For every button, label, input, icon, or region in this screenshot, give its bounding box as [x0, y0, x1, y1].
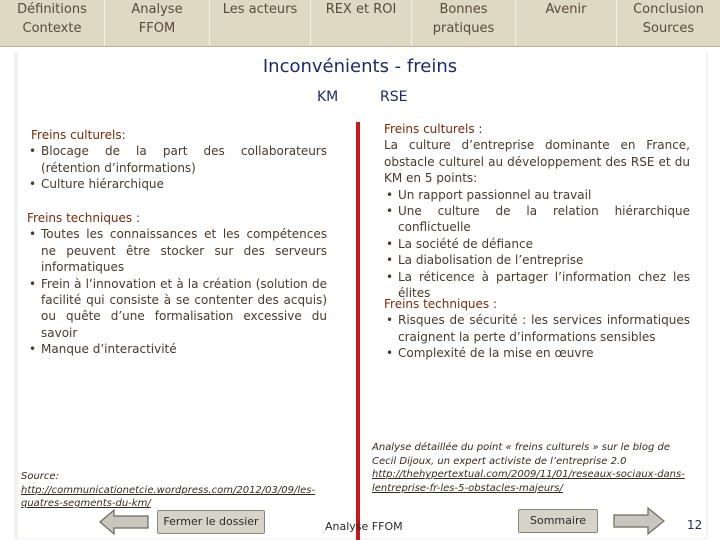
column-divider — [356, 122, 360, 540]
tab-label: Définitions — [17, 2, 87, 17]
km-cultural-section — [27, 127, 327, 193]
column-header-km: KM — [317, 89, 339, 105]
tab-definitions-contexte[interactable] — [0, 0, 104, 46]
list-item: • Risques de sécurité : les services informatiques craignent la perte d’informations sensibles — [384, 312, 690, 345]
tab-label: pratiques — [432, 21, 495, 36]
list-item: • Frein à l’innovation et à la création (solution de facilité qui consiste à se contenter des acquis) ou quête d’une formalisation excessive du savoir — [27, 276, 327, 342]
rse-cultural-intro: La culture d’entreprise dominante en France, obstacle culturel au développement des RSE et du KM en 5 points: — [384, 138, 690, 186]
list-item: • Complexité de la mise en œuvre — [384, 345, 690, 361]
rse-technical-header: Freins techniques : — [384, 297, 498, 311]
list-item: • Toutes les connaissances et les compétences ne peuvent être stocker sur des serveurs informatiques — [27, 226, 327, 275]
section-label: Analyse FFOM — [325, 520, 403, 533]
list-item: • Blocage de la part des collaborateurs (rétention d’informations) — [27, 143, 327, 176]
tab-label: Analyse — [131, 2, 183, 17]
tab-analyse-ffom[interactable] — [105, 0, 209, 46]
tab-avenir[interactable] — [516, 0, 616, 46]
tab-label: Contexte — [22, 21, 82, 36]
top-nav — [0, 0, 720, 47]
tab-label: Les acteurs — [222, 2, 298, 17]
forward-arrow-icon[interactable] — [612, 506, 666, 536]
tab-label: Conclusion — [633, 2, 704, 17]
list-item: • La diabolisation de l’entreprise — [384, 252, 690, 268]
tab-conclusion-sources[interactable] — [617, 0, 720, 46]
tab-label: FFOM — [138, 21, 176, 36]
km-technical-header: Freins techniques : — [27, 211, 141, 225]
list-item: • Un rapport passionnel au travail — [384, 187, 690, 203]
km-source-prefix: Source: — [21, 471, 59, 482]
tab-label: Bonnes — [439, 2, 488, 17]
km-cultural-header: Freins culturels: — [31, 128, 126, 142]
rse-cultural-header: Freins culturels : — [384, 122, 483, 136]
tab-label: Avenir — [545, 2, 587, 17]
tab-bonnes-pratiques[interactable] — [412, 0, 515, 46]
list-item: • Une culture de la relation hiérarchique conflictuelle — [384, 203, 690, 236]
tab-les-acteurs[interactable] — [210, 0, 310, 46]
km-source-link[interactable]: http://communicationetcie.wordpress.com/2012/03/09/les-quatres-segments-du-km/ — [21, 484, 316, 509]
km-technical-section — [27, 210, 327, 358]
list-item: • Culture hiérarchique — [27, 176, 327, 192]
summary-button[interactable]: Sommaire — [518, 509, 598, 533]
list-item: • La réticence à partager l’information chez les élites — [384, 269, 690, 302]
tab-label: Sources — [642, 21, 695, 36]
rse-note — [372, 441, 690, 495]
rse-note-link[interactable]: http://thehypertextual.com/2009/11/01/reseaux-sociaux-dans-lentreprise-fr-les-5-obstacles-majeurs/ — [372, 469, 685, 494]
list-item: • La société de défiance — [384, 236, 690, 252]
rse-cultural-section — [384, 121, 690, 301]
tab-label: REX et ROI — [325, 2, 397, 17]
back-arrow-icon[interactable] — [98, 508, 150, 536]
slide-title: Inconvénients - freins — [262, 56, 458, 77]
page-number: 12 — [687, 518, 703, 532]
close-folder-button[interactable]: Fermer le dossier — [157, 510, 265, 534]
km-source — [21, 470, 353, 511]
list-item: • Manque d’interactivité — [27, 341, 327, 357]
rse-technical-section — [384, 296, 690, 362]
tab-rex-roi[interactable] — [311, 0, 411, 46]
column-header-rse: RSE — [380, 89, 408, 105]
rse-note-text: Analyse détaillée du point « freins culturels » sur le blog de Cecil Dijoux, un expert activiste de l’entreprise 2.0 — [372, 442, 670, 467]
